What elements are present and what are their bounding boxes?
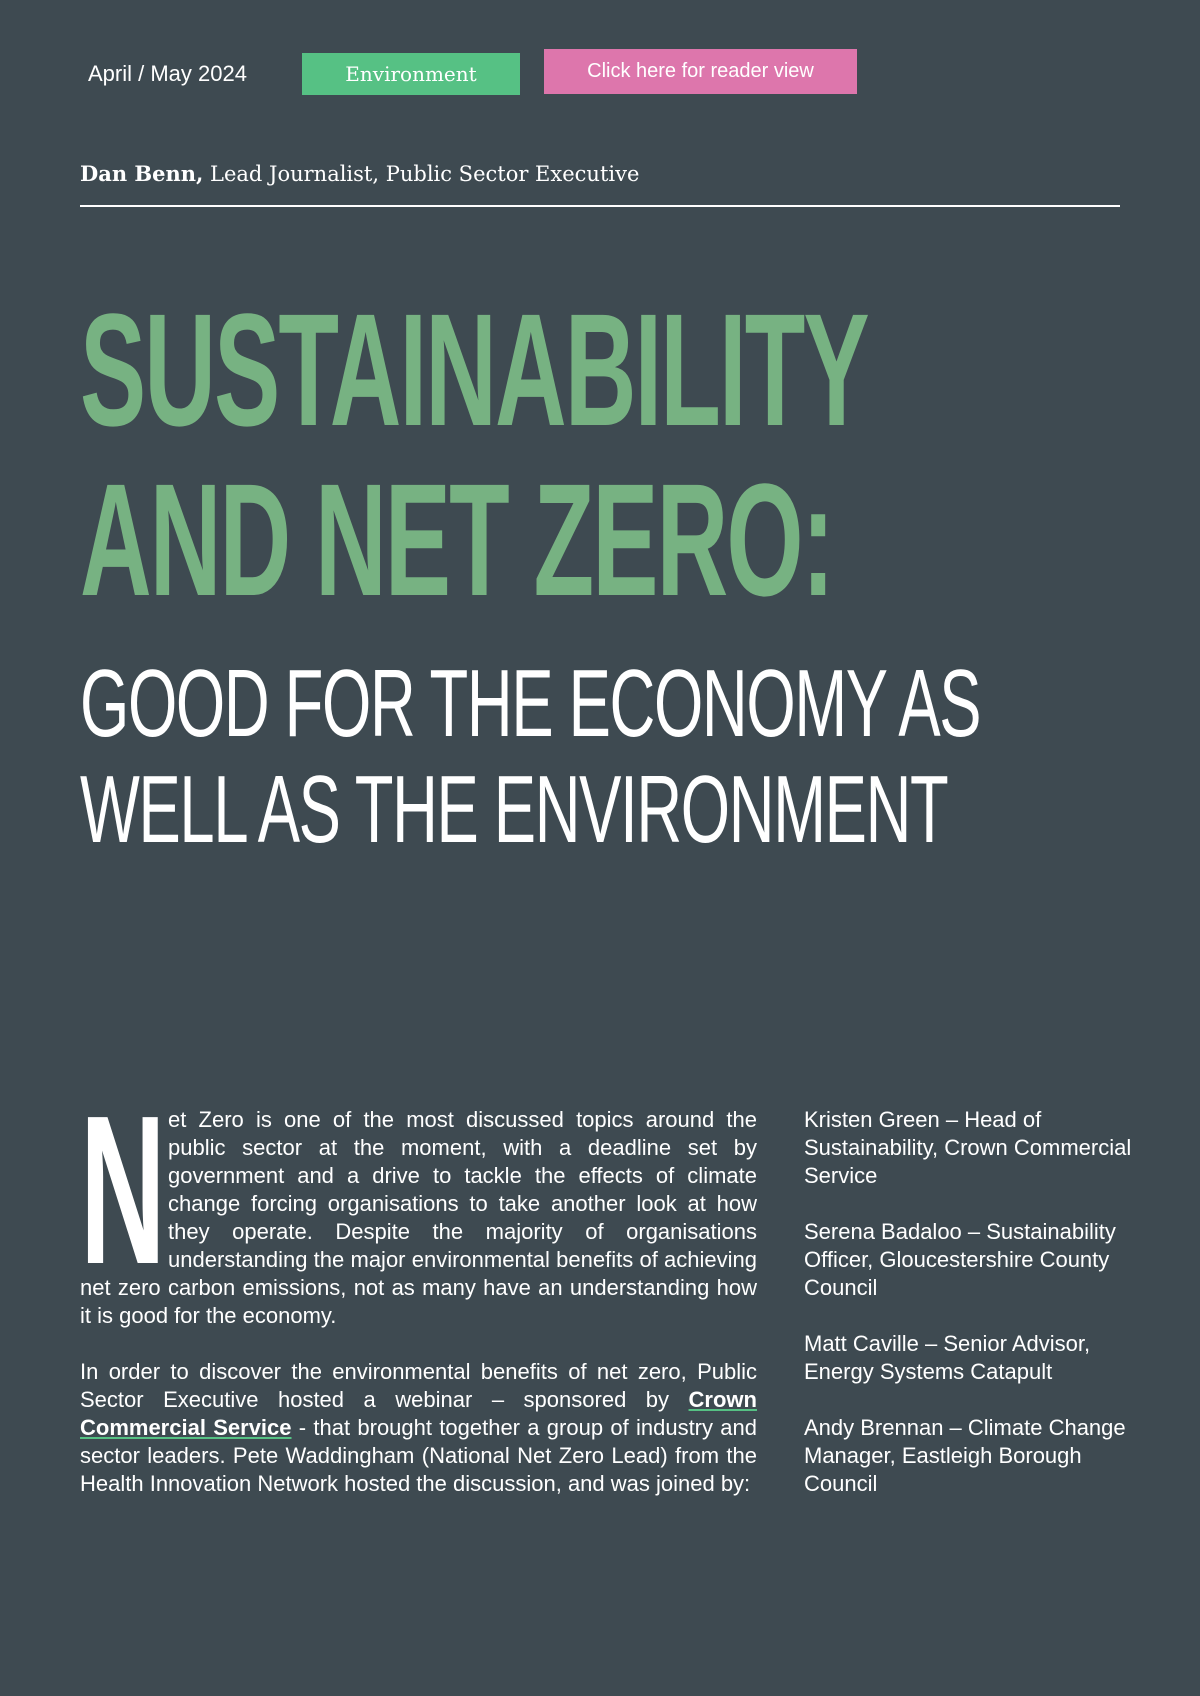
issue-date: April / May 2024 bbox=[88, 61, 247, 86]
sponsor-link[interactable]: Crown Commercial Service bbox=[80, 1387, 757, 1440]
author-name: Dan Benn, bbox=[80, 161, 204, 186]
author-role: Lead Journalist, Public Sector Executive bbox=[203, 162, 640, 186]
panelist-item: Matt Caville – Senior Advisor, Energy Systems Catapult bbox=[804, 1331, 1091, 1384]
intro-paragraph-text: et Zero is one of the most discussed topics around the public sector at the moment, with a deadline set by government and a drive to tackle the effects of climate change forcing organisations to take another look at how they operate. Despite the majority of organisations understanding the major environmental benefits of achieving net zero carbon emissions, not as many have an understanding how it is good for the economy. bbox=[80, 1107, 757, 1328]
webinar-paragraph bbox=[80, 1358, 757, 1498]
webinar-paragraph-text-end: - that brought together a group of industry and sector leaders. Pete Waddingham (National Net Zero Lead) from the Health Innovation Network hosted the discussion, and was joined by: bbox=[80, 1415, 757, 1496]
subheadline-line-2: WELL AS THE ENVIRONMENT bbox=[80, 756, 948, 863]
byline bbox=[80, 160, 639, 188]
panelist-list bbox=[804, 1106, 1134, 1526]
subheadline-line-1: GOOD FOR THE ECONOMY AS bbox=[80, 650, 981, 757]
article-body bbox=[80, 1071, 757, 1526]
webinar-paragraph-text-start: In order to discover the environmental benefits of net zero, Public Sector Executive hosted a webinar – sponsored by bbox=[80, 1359, 757, 1412]
drop-cap bbox=[80, 1071, 166, 1308]
intro-paragraph bbox=[80, 1071, 757, 1330]
headline-line-1: SUSTAINABILITY bbox=[80, 280, 868, 459]
panelist-item: Andy Brennan – Climate Change Manager, Eastleigh Borough Council bbox=[804, 1415, 1126, 1496]
panelist-item: Serena Badaloo – Sustainability Officer, Gloucestershire County Council bbox=[804, 1219, 1116, 1300]
panelist-item: Kristen Green – Head of Sustainability, Crown Commercial Service bbox=[804, 1107, 1132, 1188]
reader-view-button[interactable]: Click here for reader view bbox=[544, 49, 857, 94]
byline-divider bbox=[80, 205, 1120, 207]
headline-line-2: AND NET ZERO: bbox=[80, 450, 833, 629]
category-tag[interactable]: Environment bbox=[302, 53, 520, 95]
drop-cap-letter: N bbox=[80, 1071, 166, 1308]
